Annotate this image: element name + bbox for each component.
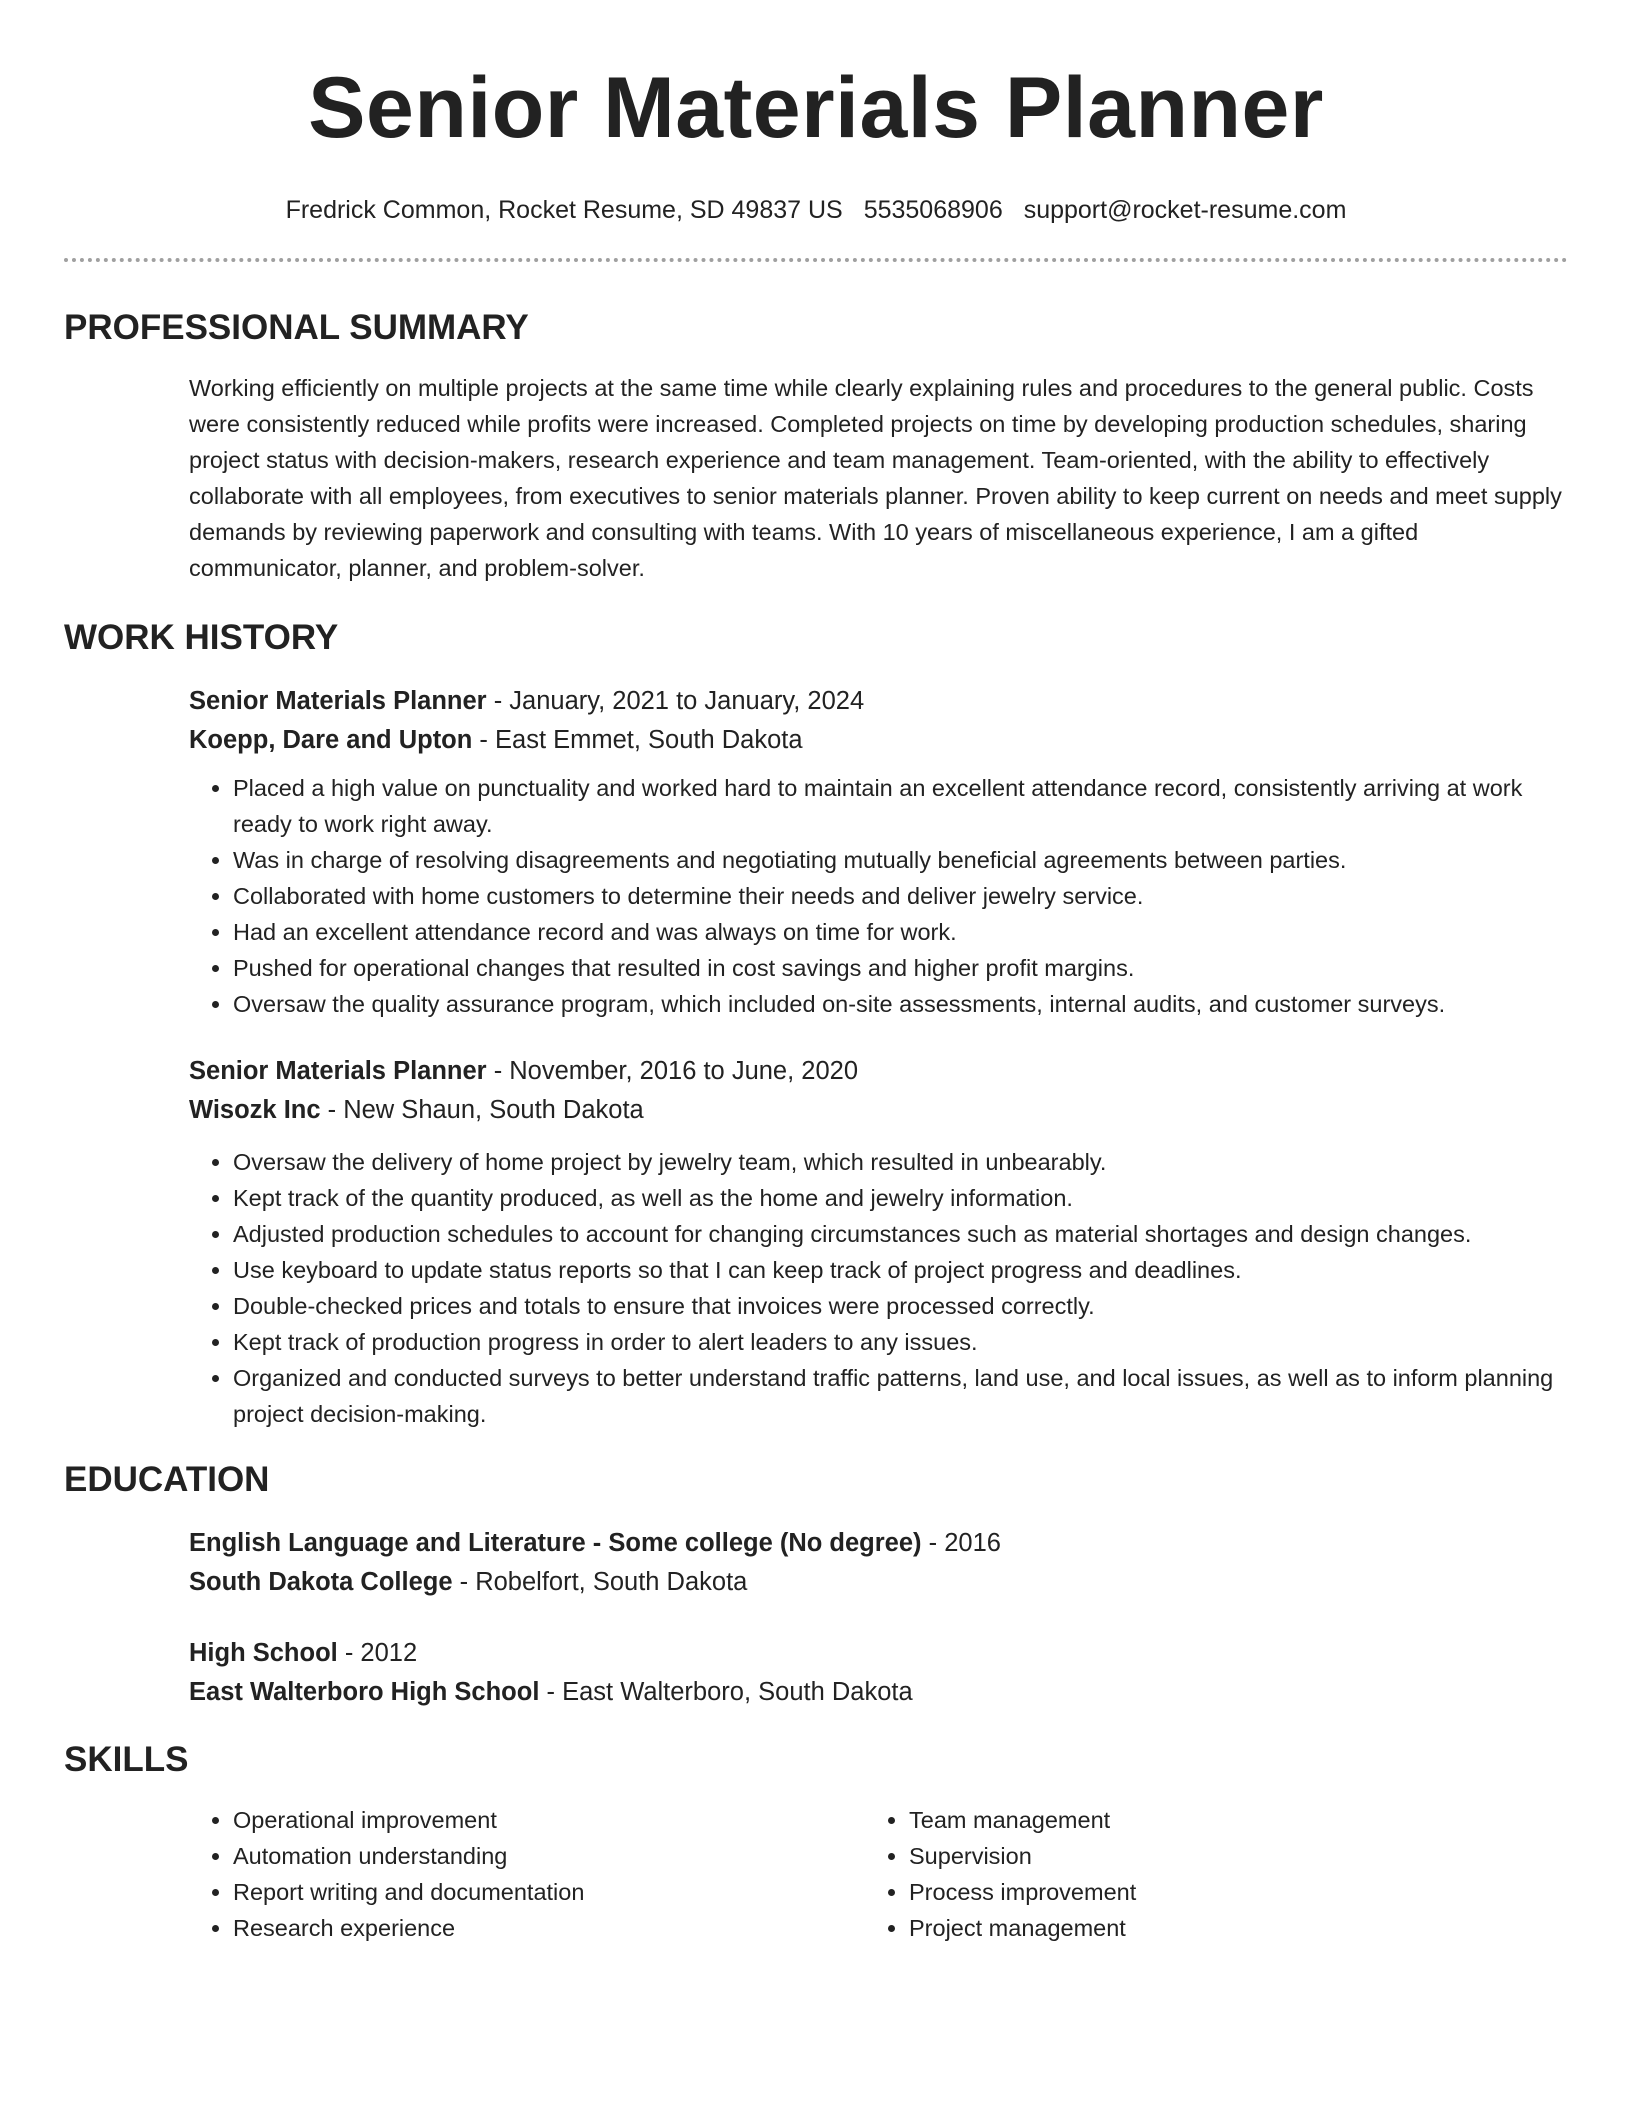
education-year: - 2012	[337, 1639, 418, 1667]
work-history-heading: WORK HISTORY	[64, 618, 339, 657]
resume-title: Senior Materials Planner	[308, 60, 1324, 156]
job-bullets	[189, 1144, 1568, 1432]
job-dates: - November, 2016 to June, 2020	[486, 1057, 859, 1085]
header-divider	[64, 258, 1568, 262]
list-item: • Kept track of the quantity produced, as well as the home and jewelry information.	[233, 1180, 1568, 1216]
education-degree-line	[189, 1524, 1568, 1563]
education-degree: English Language and Literature - Some college (No degree)	[189, 1529, 922, 1557]
skill-item: • Operational improvement	[233, 1802, 865, 1838]
job-location: - New Shaun, South Dakota	[320, 1096, 644, 1124]
list-item: • Placed a high value on punctuality and worked hard to maintain an excellent attendance record, consistently arriving at work ready to work right away.	[233, 770, 1568, 842]
education-entry-1	[189, 1524, 1568, 1602]
summary-text: Working efficiently on multiple projects at the same time while clearly explaining rules and procedures to the general public. Costs were consistently reduced while profits were increased. Completed projects on time by developing production schedules, sharing project status with decision-makers, research experience and team management. Team-oriented, with the ability to effectively collaborate with all employees, from executives to senior materials planner. Proven ability to keep current on needs and meet supply demands by reviewing paperwork and consulting with teams. With 10 years of miscellaneous experience, I am a gifted communicator, planner, and problem-solver.	[189, 375, 1562, 581]
job-company-line	[189, 1091, 1568, 1130]
list-item: • Oversaw the delivery of home project by jewelry team, which resulted in unbearably.	[233, 1144, 1568, 1180]
job-company-line	[189, 721, 1568, 760]
list-item: • Oversaw the quality assurance program, which included on-site assessments, internal audits, and customer surveys.	[233, 986, 1568, 1022]
contact-line	[64, 194, 1568, 226]
skills-heading: SKILLS	[64, 1740, 189, 1779]
job-title-line	[189, 1052, 1568, 1091]
job-entry-2	[189, 1052, 1568, 1432]
skill-item: • Team management	[909, 1802, 1541, 1838]
list-item: • Kept track of production progress in order to alert leaders to any issues.	[233, 1324, 1568, 1360]
skill-item: • Project management	[909, 1910, 1541, 1946]
list-item: • Adjusted production schedules to account for changing circumstances such as material shortages and design changes.	[233, 1216, 1568, 1252]
list-item: • Organized and conducted surveys to better understand traffic patterns, land use, and local issues, as well as to inform planning project decision-making.	[233, 1360, 1568, 1432]
list-item: • Use keyboard to update status reports so that I can keep track of project progress and deadlines.	[233, 1252, 1568, 1288]
skill-item: • Automation understanding	[233, 1838, 865, 1874]
education-year: - 2016	[921, 1529, 1001, 1557]
job-title: Senior Materials Planner	[189, 1057, 487, 1085]
job-dates: - January, 2021 to January, 2024	[486, 687, 865, 715]
education-location: - East Walterboro, South Dakota	[539, 1678, 913, 1706]
list-item: • Collaborated with home customers to determine their needs and deliver jewelry service.	[233, 878, 1568, 914]
job-entry-1	[189, 682, 1568, 1022]
job-title-line	[189, 682, 1568, 721]
job-bullets	[189, 770, 1568, 1022]
job-title: Senior Materials Planner	[189, 687, 487, 715]
job-company: Koepp, Dare and Upton	[189, 726, 473, 754]
education-entry-2	[189, 1634, 1568, 1712]
education-degree-line	[189, 1634, 1568, 1673]
education-degree: High School	[189, 1639, 338, 1667]
skills-left-column	[189, 1802, 865, 1946]
education-school-line	[189, 1563, 1568, 1602]
education-school: South Dakota College	[189, 1568, 453, 1596]
skill-item: • Research experience	[233, 1910, 865, 1946]
education-heading: EDUCATION	[64, 1460, 270, 1499]
contact-email: support@rocket-resume.com	[1023, 196, 1347, 224]
education-school-line	[189, 1673, 1568, 1712]
job-location: - East Emmet, South Dakota	[472, 726, 803, 754]
list-item: • Double-checked prices and totals to ensure that invoices were processed correctly.	[233, 1288, 1568, 1324]
skill-item: • Report writing and documentation	[233, 1874, 865, 1910]
skill-item: • Process improvement	[909, 1874, 1541, 1910]
education-location: - Robelfort, South Dakota	[452, 1568, 748, 1596]
contact-phone: 5535068906	[863, 196, 1003, 224]
list-item: • Had an excellent attendance record and was always on time for work.	[233, 914, 1568, 950]
list-item: • Was in charge of resolving disagreements and negotiating mutually beneficial agreements between parties.	[233, 842, 1568, 878]
summary-heading: PROFESSIONAL SUMMARY	[64, 308, 529, 347]
skills-grid	[189, 1802, 1568, 1946]
skills-right-column	[865, 1802, 1541, 1946]
education-school: East Walterboro High School	[189, 1678, 540, 1706]
job-company: Wisozk Inc	[189, 1096, 321, 1124]
skill-item: • Supervision	[909, 1838, 1541, 1874]
list-item: • Pushed for operational changes that resulted in cost savings and higher profit margins.	[233, 950, 1568, 986]
contact-address: Fredrick Common, Rocket Resume, SD 49837 US	[285, 196, 843, 224]
